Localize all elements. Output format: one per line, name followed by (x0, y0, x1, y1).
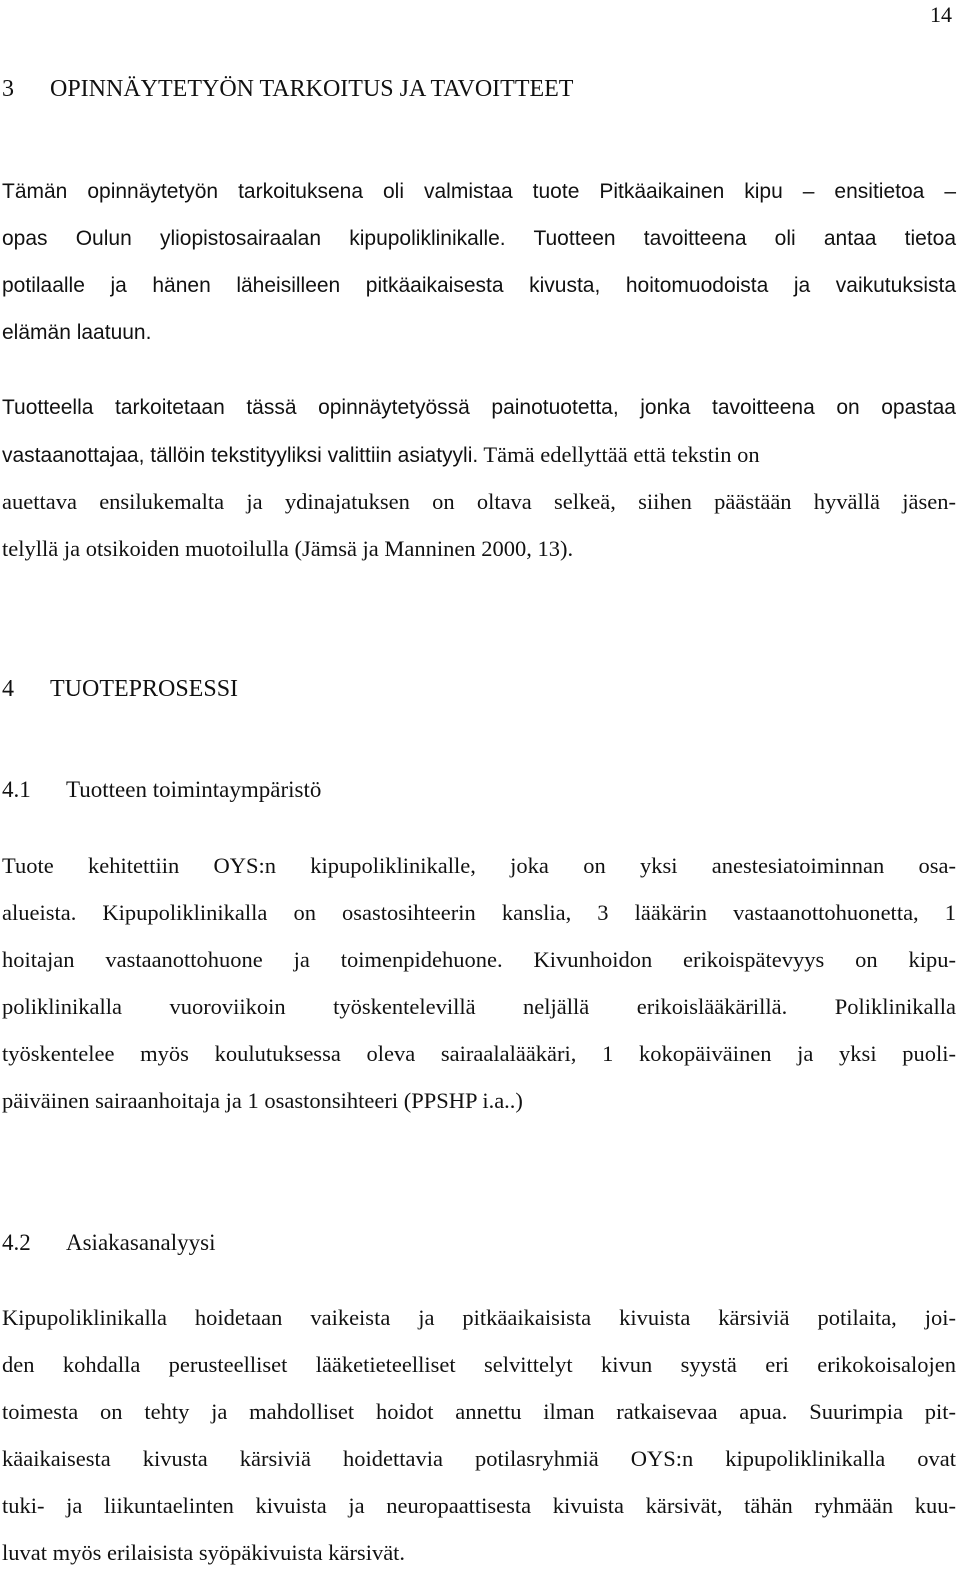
paragraph-environment (2, 842, 956, 1124)
paragraph-customer-analysis (2, 1294, 956, 1576)
paragraph-line: hoitajan vastaanottohuone ja toimenpidehuone. Kivunhoidon erikoispätevyys on kipu- (2, 947, 956, 972)
section-4-2-number: 4.2 (2, 1230, 31, 1255)
section-4-1-number: 4.1 (2, 777, 31, 802)
paragraph-line-mixed (2, 431, 956, 478)
chapter-3-number: 3 (2, 76, 14, 102)
paragraph-line-part: Tämä edellyttää että tekstin on (478, 442, 760, 467)
paragraph-line: Tuote kehitettiin OYS:n kipupoliklinikalle, joka on yksi anestesiatoiminnan osa- (2, 853, 956, 878)
paragraph-line: käaikaisesta kivusta kärsiviä hoidettavia potilasryhmiä OYS:n kipupoliklinikalla ovat (2, 1446, 956, 1471)
chapter-3-heading (2, 76, 573, 103)
chapter-3-title: OPINNÄYTETYÖN TARKOITUS JA TAVOITTEET (50, 76, 574, 102)
page-number: 14 (930, 2, 952, 27)
paragraph-line: elämän laatuun. (2, 321, 152, 344)
paragraph-line: alueista. Kipupoliklinikalla on osastosihteerin kanslia, 3 lääkärin vastaanottohuonetta, 1 (2, 900, 956, 925)
paragraph-line: auettava ensilukemalta ja ydinajatuksen on oltava selkeä, siihen päästään hyvällä jäsen- (2, 489, 956, 514)
paragraph-line: den kohdalla perusteelliset lääketieteelliset selvittelyt kivun syystä eri erikokoisalojen (2, 1352, 956, 1377)
paragraph-line-part: vastaanottajaa, tällöin tekstityyliksi valittiin asiatyyli. (2, 444, 479, 467)
paragraph-purpose (2, 168, 956, 356)
chapter-4-heading (2, 676, 238, 703)
chapter-4-title: TUOTEPROSESSI (50, 676, 239, 702)
paragraph-line: telyllä ja otsikoiden muotoilulla (Jämsä ja Manninen 2000, 13). (2, 536, 574, 561)
paragraph-line: opas Oulun yliopistosairaalan kipupoliklinikalle. Tuotteen tavoitteena oli antaa tietoa (2, 227, 956, 250)
section-4-1-title: Tuotteen toimintaympäristö (66, 777, 322, 802)
paragraph-line: poliklinikalla vuoroviikoin työskentelevillä neljällä erikoislääkärillä. Poliklinikalla (2, 994, 956, 1019)
section-4-2-title: Asiakasanalyysi (66, 1230, 216, 1255)
section-4-1-heading (2, 777, 321, 803)
paragraph-line: Tuotteella tarkoitetaan tässä opinnäytetyössä painotuotetta, jonka tavoitteena on opastaa (2, 396, 956, 419)
paragraph-line: potilaalle ja hänen läheisilleen pitkäaikaisesta kivusta, hoitomuodoista ja vaikutuksista (2, 274, 956, 297)
paragraph-line: tuki- ja liikuntaelinten kivuista ja neuropaattisesta kivuista kärsivät, tähän ryhmään kuu- (2, 1493, 956, 1518)
paragraph-line: päiväinen sairaanhoitaja ja 1 osastonsihteeri (PPSHP i.a..) (2, 1088, 523, 1113)
paragraph-line: työskentelee myös koulutuksessa oleva sairaalalääkäri, 1 kokopäiväinen ja yksi puoli- (2, 1041, 956, 1066)
paragraph-line: toimesta on tehty ja mahdolliset hoidot annettu ilman ratkaisevaa apua. Suurimpia pit- (2, 1399, 956, 1424)
paragraph-product-definition (2, 384, 956, 572)
paragraph-line: luvat myös erilaisista syöpäkivuista kärsivät. (2, 1540, 406, 1565)
paragraph-line: Kipupoliklinikalla hoidetaan vaikeista ja pitkäaikaisista kivuista kärsiviä potilaita, joi- (2, 1305, 956, 1330)
section-4-2-heading (2, 1230, 215, 1256)
chapter-4-number: 4 (2, 676, 14, 702)
paragraph-line: Tämän opinnäytetyön tarkoituksena oli valmistaa tuote Pitkäaikainen kipu – ensitietoa – (2, 180, 956, 203)
